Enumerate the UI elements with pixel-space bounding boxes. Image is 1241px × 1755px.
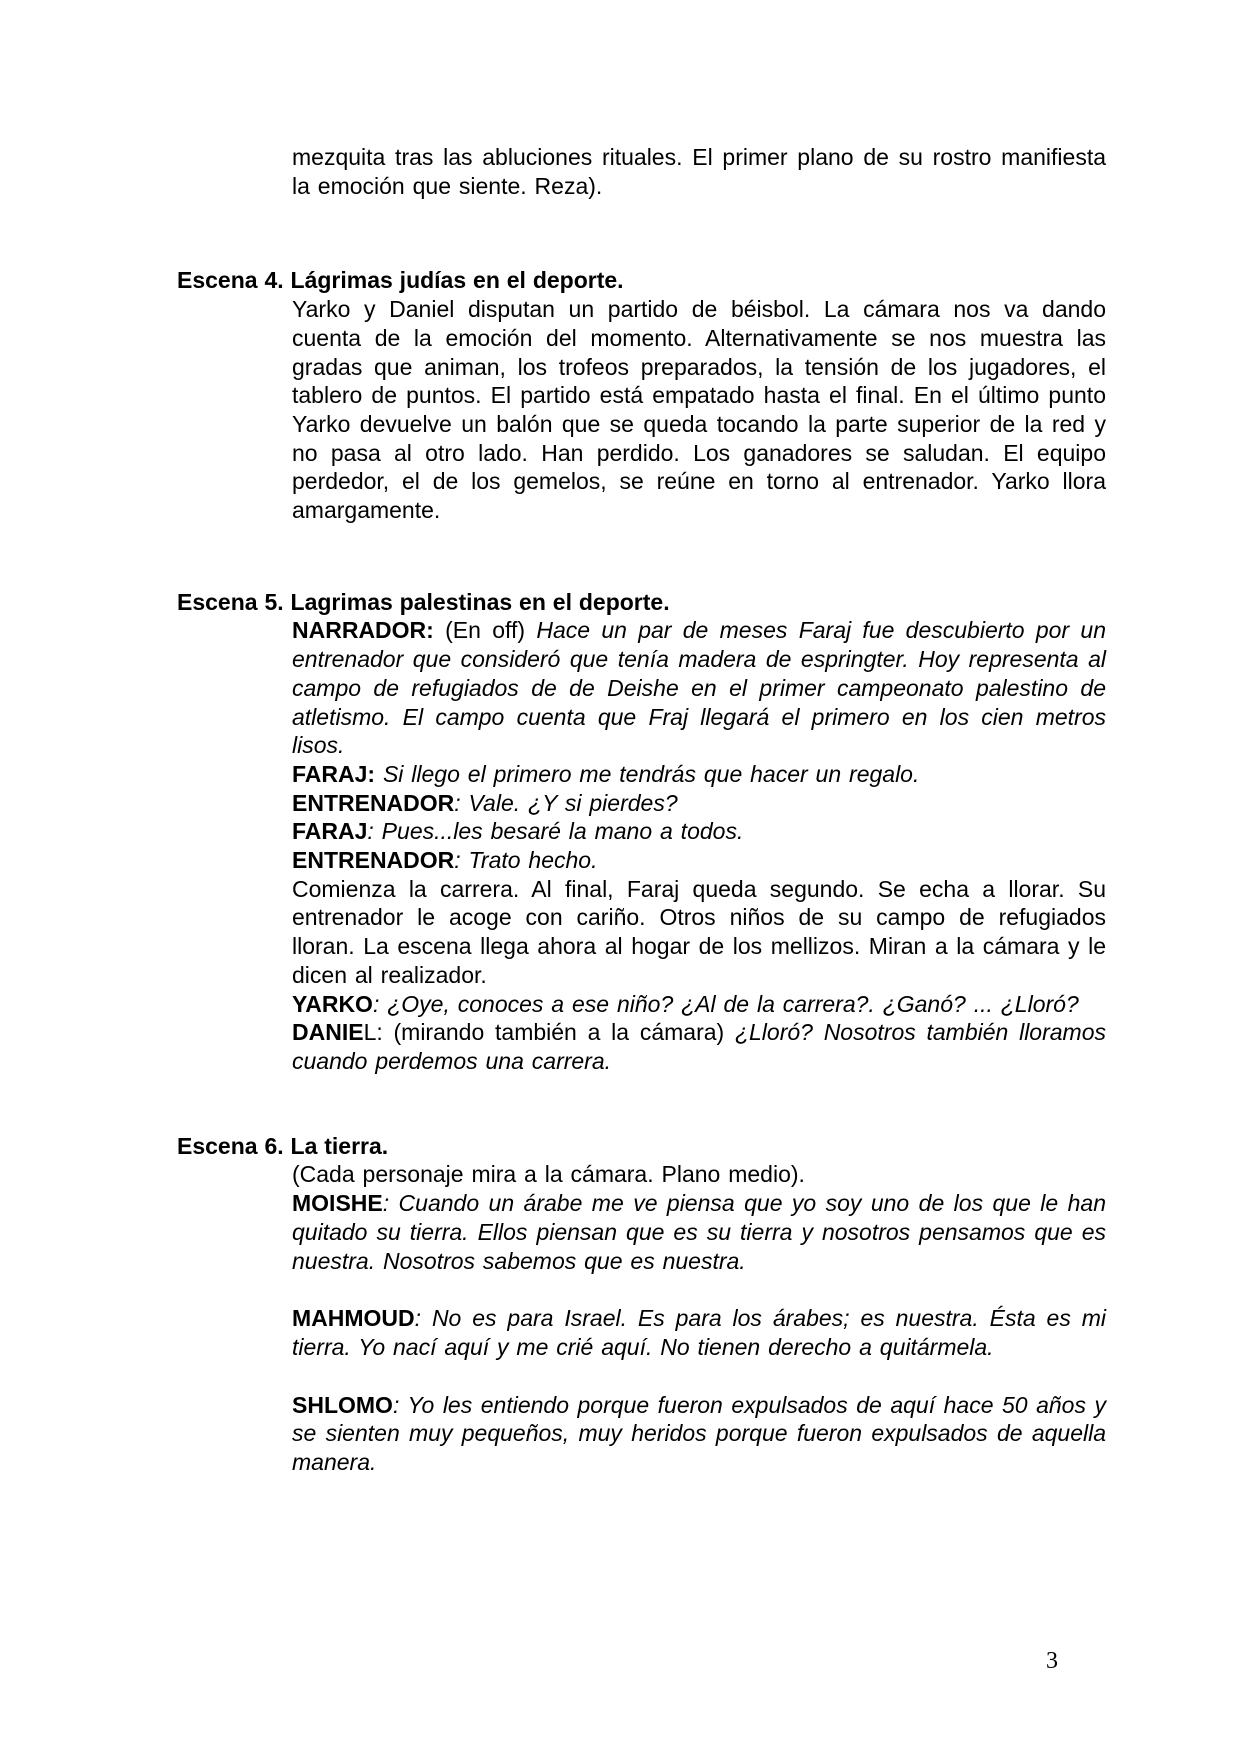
speaker: YARKO [292, 990, 373, 1017]
script-paragraph [292, 990, 1106, 1019]
script-paragraph [292, 1018, 1106, 1075]
speaker: MAHMOUD [292, 1305, 415, 1332]
scene-heading [177, 588, 1106, 617]
dialogue: Hace un par de meses Faraj fue descubierto por un entrenador que consideró que tenía madera de espringter. Hoy representa al campo de refugiados de de Deishe en el primer campeonato palestino de atletismo. El campo cuenta que Fraj llegará el primero en los cien metros lisos. [292, 617, 1106, 759]
script-paragraph [292, 875, 1106, 990]
heading-text: Escena 6. La tierra. [177, 1132, 389, 1159]
direction: L: (mirando también a la cámara) [363, 1019, 735, 1046]
script-paragraph [292, 143, 1106, 200]
action: mezquita tras las abluciones rituales. El primer plano de su rostro manifiesta la emoción que siente. Reza). [292, 144, 1106, 199]
script-paragraph [292, 789, 1106, 818]
script-paragraph [292, 817, 1106, 846]
speaker: NARRADOR: [292, 617, 434, 644]
speaker: DANIE [292, 1019, 364, 1046]
dialogue: ¿Lloró? Nosotros también lloramos cuando perdemos una carrera. [292, 1019, 1106, 1074]
speaker: MOISHE [292, 1190, 383, 1217]
heading-text: Escena 4. Lágrimas judías en el deporte. [177, 267, 624, 294]
page-number: 3 [1046, 1648, 1058, 1674]
dialogue: : ¿Oye, conoces a ese niño? ¿Al de la carrera?. ¿Ganó? ... ¿Lloró? [372, 990, 1079, 1017]
scene-heading [177, 1132, 1106, 1161]
dialogue: : Yo les entiendo porque fueron expulsados de aquí hace 50 años y se sienten muy pequeños, muy heridos porque fueron expulsados de aquella manera. [292, 1391, 1106, 1476]
scene-heading [177, 266, 1106, 295]
dialogue: : No es para Israel. Es para los árabes; es nuestra. Ésta es mi tierra. Yo nací aquí y me crié aquí. No tienen derecho a quitármela. [292, 1305, 1106, 1360]
heading-text: Escena 5. Lagrimas palestinas en el deporte. [177, 588, 670, 615]
dialogue: : Pues...les besaré la mano a todos. [367, 818, 744, 845]
speaker: ENTRENADOR [292, 789, 455, 816]
speaker: ENTRENADOR [292, 847, 455, 874]
speaker: FARAJ [292, 818, 368, 845]
action: Comienza la carrera. Al final, Faraj queda segundo. Se echa a llorar. Su entrenador le acoge con cariño. Otros niños de su campo de refugiados lloran. La escena llega ahora al hogar de los mellizos. Miran a la cámara y le dicen al realizador. [292, 875, 1106, 988]
script-paragraph [292, 1189, 1106, 1275]
script-paragraph [292, 1160, 1106, 1189]
dialogue: : Vale. ¿Y si pierdes? [454, 789, 678, 816]
dialogue: Si llego el primero me tendrás que hacer un regalo. [375, 760, 920, 787]
dialogue: : Cuando un árabe me ve piensa que yo soy uno de los que le han quitado su tierra. Ellos piensan que es su tierra y nosotros pensamos que es nuestra. Nosotros sabemos que es nuestra. [292, 1190, 1106, 1274]
speaker: FARAJ: [292, 760, 376, 787]
speaker: SHLOMO [292, 1391, 393, 1418]
action: Yarko y Daniel disputan un partido de béisbol. La cámara nos va dando cuenta de la emoción del momento. Alternativamente se nos muestra las gradas que animan, los trofeos preparados, la tensión de los jugadores, el tablero de puntos. El partido está empatado hasta el final. En el último punto Yarko devuelve un balón que se queda tocando la parte superior de la red y no pasa al otro lado. Han perdido. Los ganadores se saludan. El equipo perdedor, el de los gemelos, se reúne en torno al entrenador. Yarko llora amargamente. [292, 296, 1106, 524]
script-paragraph [292, 1304, 1106, 1361]
direction: (Cada personaje mira a la cámara. Plano medio). [292, 1161, 805, 1188]
page-content [177, 143, 1106, 1477]
direction: (En off) [433, 617, 537, 644]
script-paragraph [292, 616, 1106, 760]
dialogue: : Trato hecho. [454, 847, 598, 874]
script-paragraph [292, 760, 1106, 789]
script-paragraph [292, 846, 1106, 875]
script-paragraph [292, 1391, 1106, 1477]
script-paragraph [292, 295, 1106, 525]
